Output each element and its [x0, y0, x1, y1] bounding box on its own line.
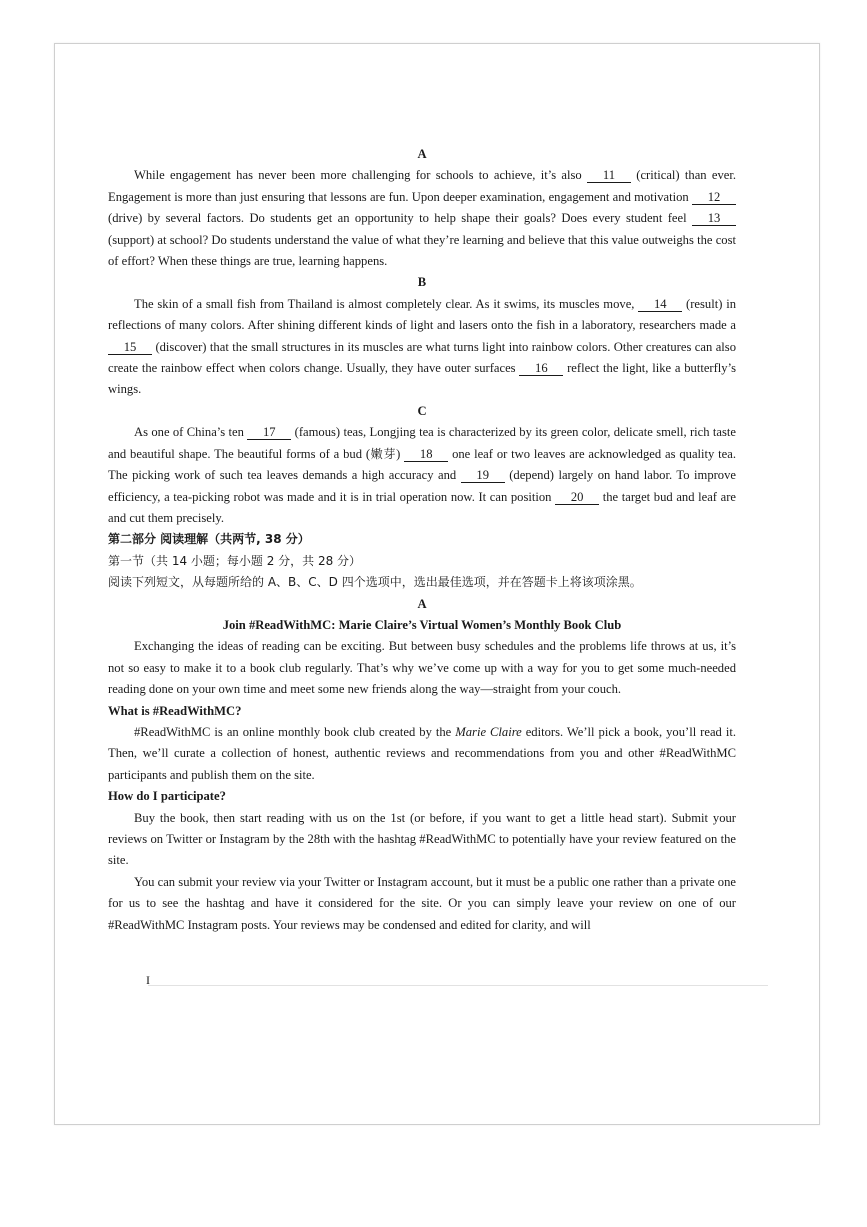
passage-body-how: Buy the book, then start reading with us on the 1st (or before, if you want to get a little head start). Submit your reviews on Twitter or Instagram by the 28th with the hashtag #ReadWithMC to potentially have your review featured on the site. [108, 810, 736, 868]
blank-15[interactable]: 15 [108, 341, 152, 355]
blank-20[interactable]: 20 [555, 491, 599, 505]
blank-12[interactable]: 12 [692, 191, 736, 205]
text-run: (support) at school? Do students understand the value of what they’re learning and believe that this value outweighs the cost of effort? When these things are true, learning happens. [108, 232, 736, 269]
blank-18[interactable]: 18 [404, 448, 448, 462]
blank-11[interactable]: 11 [587, 169, 631, 183]
text-run: (result) in reflections of many colors. After shining different kinds of light and lasers onto the fish in a laboratory, researchers made a [108, 296, 736, 333]
passage-label: A [417, 596, 427, 611]
document-content [108, 144, 736, 936]
text-run: As one of China’s ten [134, 425, 248, 440]
text-run: (depend) largely on hand labor. To improve efficiency, a tea-picking robot was made and it is in trial operation now. It can position [108, 468, 736, 504]
passage-intro: Exchanging the ideas of reading can be exciting. But between busy schedules and the problems life throws at us, it’s not so easy to make it to a book club regularly. That’s why we’ve come up with a way for you to get some much-needed reading done on your own time and meet some new friends along the way—straight from your couch. [108, 639, 736, 697]
passage-body-what [108, 722, 736, 786]
text-run: reflect the light, like a butterfly’s wings. [108, 361, 736, 397]
passage-body-submit: You can submit your review via your Twitter or Instagram account, but it must be a public one rather than a private one for us to see the hashtag and have it considered for the site. Or you can simply leave your review on one of our #ReadWithMC Instagram posts. Your reviews may be condensed and edited for clarity, and will [108, 874, 736, 932]
text-run: ) [396, 446, 405, 461]
page-number: I [146, 973, 150, 987]
blank-16[interactable]: 16 [519, 362, 563, 376]
part2-heading: 第二部分 阅读理解（共两节, 38 分） [108, 532, 310, 547]
blank-14[interactable]: 14 [638, 298, 682, 312]
text-run: one leaf or two leaves are acknowledged as quality tea. The picking work of such tea leaves demands a high accuracy and [108, 446, 736, 483]
text-run: (famous) teas, Longjing tea is characterized by its green color, delicate smell, rich taste and beautiful shape. The beautiful forms of a bud ( [108, 425, 736, 461]
chinese-gloss: 嫩芽 [370, 446, 397, 461]
blank-19[interactable]: 19 [461, 469, 505, 483]
blank-13[interactable]: 13 [692, 212, 736, 226]
text-run: The skin of a small fish from Thailand is almost completely clear. As it swims, its muscles move, [134, 296, 639, 311]
section-b-paragraph [108, 294, 736, 401]
footer-divider [148, 985, 768, 986]
passage-heading-what: What is #ReadWithMC? [108, 703, 242, 718]
section-c-label: C [417, 403, 427, 418]
passage-heading-how: How do I participate? [108, 789, 226, 804]
passage-title: Join #ReadWithMC: Marie Claire’s Virtual Women’s Monthly Book Club [222, 617, 622, 632]
section-b-label: B [417, 275, 427, 290]
section1-heading: 第一节（共 14 小题；每小题 2 分，共 28 分） [108, 553, 362, 568]
section-a-paragraph [108, 165, 736, 272]
text-run: the target bud and leaf are and cut them precisely. [108, 489, 737, 525]
instruction-text: 阅读下列短文，从每题所给的 A、B、C、D 四个选项中，选出最佳选项，并在答题卡上将该项涂黑。 [108, 575, 642, 590]
text-run: editors. We’ll pick a book, you’ll read it. Then, we’ll curate a collection of honest, authentic reviews and recommendations from you and other #ReadWithMC participants and publish them on the site. [108, 724, 736, 782]
magazine-name: Marie Claire [455, 724, 522, 739]
text-run: While engagement has never been more challenging for schools to achieve, it’s also [134, 168, 587, 183]
text-run: #ReadWithMC is an online monthly book club created by the [134, 724, 456, 739]
text-run: (critical) than ever. Engagement is more than just ensuring that lessons are fun. Upon deeper examination, engagement and motivation [108, 168, 736, 204]
section-c-paragraph [108, 422, 736, 529]
text-run: (drive) by several factors. Do students get an opportunity to help shape their goals? Does every student feel [108, 211, 692, 226]
section-a-label: A [417, 147, 427, 161]
blank-17[interactable]: 17 [247, 426, 291, 440]
text-run: (discover) that the small structures in its muscles are what turns light into rainbow colors. Other creatures can also create the rainbow effect when colors change. Usually, they have outer surfaces [108, 339, 736, 376]
